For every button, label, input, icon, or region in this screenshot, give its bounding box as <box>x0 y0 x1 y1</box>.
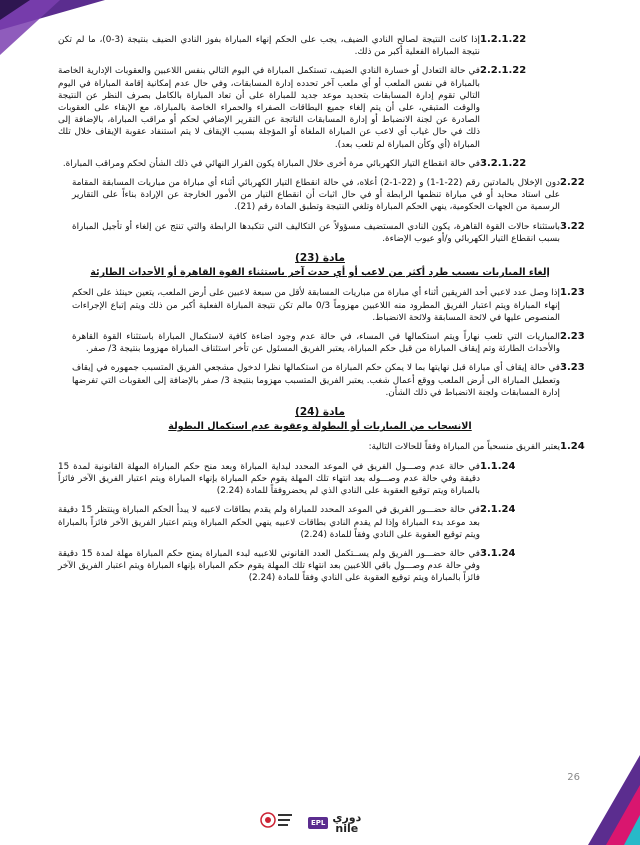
clause-text: إذا كانت النتيجة لصالح النادي الضيف، يجب على الحكم إنهاء المباراة بفوز النادي الضيف بنتيجة (3-0)، ما لم تكن نتيجة المباراة الفعلية أكبر من ذلك. <box>58 35 480 58</box>
clause-number: 1.23 <box>560 287 585 299</box>
clause-text: يعتبر الفريق منسحباً من المباراة وفقاً للحالات التالية: <box>368 442 560 453</box>
clause-item <box>40 362 600 399</box>
clause-number: 2.22 <box>560 177 585 189</box>
footer-logos <box>258 808 361 838</box>
clause-number: 1.2.1.22 <box>480 34 527 45</box>
clause-item <box>40 34 600 58</box>
clause-item <box>40 548 600 585</box>
clause-text: في حالة انقطاع التيار الكهربائي مرة أخرى خلال المباراة يكون القرار النهائي في ذلك الشأن لحكم ومراقب المباراة. <box>62 158 480 169</box>
page-number: 26 <box>567 772 580 783</box>
clause-text: إذا وصل عدد لاعبي أحد الفريقين أثناء أي مباراة من مباريات المسابقة لأقل من سبعة لاعبين على أرض الملعب، يتعين حينئذ على الحكم إنهاء المباراة ويتم اعتبار الفريق المطرود منه اللاعبين مهزوماً 0/3 مالم تكن نتيجة المباراة الفعلية أكبر من ذلك ويتم إتباع الإجراءات المنصوص عليها في لائحة المسابقة ولائحة الانضباط. <box>72 288 560 323</box>
clause-number: 1.24 <box>560 441 585 453</box>
clause-item <box>40 221 600 245</box>
document-body <box>40 34 600 592</box>
clause-item <box>40 177 600 214</box>
clause-number: 2.23 <box>560 331 585 343</box>
clause-text: المباريات التي تلعب نهاراً ويتم استكمالها في المساء، في حالة عدم وجود اضاءة كافية لاستكمال المباراة باستثناء القوة القاهرة والأحداث الطارئة وتم إيقاف المباراة من قبل حكم المباراة، يعتبر الفريق المسئول عن تأخر استئناف المباراة مهزوما بنتيجة 3/ صفر. <box>72 332 560 355</box>
league-logo-text: دوري <box>332 811 362 824</box>
clause-text: في حالة عدم وصـــول الفريق في الموعد المحدد لبداية المباراة وبعد منح حكم المباراة المهلة القانونية لمدة 15 دقيقة وفي حالة عدم وصـــوله بعد انتهاء تلك المهلة يقوم حكم المباراة بإنهاء المباراة ويتم اعتبار الفريق الآخر فائزاً بالمباراة ويتم توقيع العقوبة على النادي الذي لم يحضروفقاً للمادة (2.24) <box>58 461 480 497</box>
football-association-logo <box>258 808 294 838</box>
clause-number: 2.1.24 <box>480 504 516 516</box>
clause-text: باستثناء حالات القوة القاهرة، يكون النادي المستضيف مسؤولاً عن التكاليف التي تتكبدها الرابطة والتي تنتج عن إلغاء أو تأجيل المباراة بسبب انقطاع التيار الكهربائي و/أو عيوب الإضاءة. <box>72 221 560 244</box>
clause-text: في حالة حضـــور الفريق في الموعد المحدد للمباراة ولم يقدم بطاقات لاعبيه لا يبدأ الحكم المباراة وينتظر 15 دقيقة بعد موعد بدء المباراة وإذا لم يقدم النادي بطاقات لاعبيه ينهي الحكم المباراة ويتم اعتبار الفريق الآخر فائزاً بالمباراة ويتم توقيع العقوبة على النادي وفقاً للمادة (2.24) <box>58 505 480 540</box>
clause-text: دون الإخلال بالمادتين رقم (22-1-1) و (22-1-2) أعلاه، في حالة انقطاع التيار الكهربائي أثناء أي مباراة من مباريات المسابقة المقامة على استاد محايد أو في مباراة تنظمها الرابطة أو في حال اثبات أن انقطاع التيار من الأمور الخارجة عن الإرادة بناءاً على التقارير الرسمية من الجهات الحكومية، ينهي الحكم المباراة وتلغي النتيجة وتطبق المادة رقم (21). <box>72 178 560 213</box>
clause-text: في حالة إيقاف أي مباراة قبل نهايتها بما لا يمكن حكم المباراة من استكمالها نظرا لدخول مشجعي الفريق المتسبب جمهوره في إيقاف وتعطيل المباراة الى أرض الملعب ووقع أعمال شغب. يعتبر الفريق المتسبب مهزوما بنتيجة 3/ صفر بالإضافة إلى العقوبات التي تفرضها إدارة المسابقات ولجنة الانضباط في ذلك الشأن. <box>72 363 560 398</box>
clause-text: في حالة التعادل أو خسارة النادي الضيف، تستكمل المباراة في اليوم التالي بنفس اللاعبين والعقوبات الإدارية الخاصة بالمباراة في نفس الملعب أو أي ملعب آخر تحدده إدارة المسابقات، وفي حال عدم إمكانية إقامة المباراة في اليوم التالي تقوم إدارة المسابقات بتحديد موعد جديد للمباراة على أن تعاد المباراة بالكامل بصرف النظر عن النتيجة والوقت المتبقي، على أن يتم إلغاء جميع البطاقات الصفراء والحمراء الخاصة بالمباراة، مع الإبقاء على العقوبات الصادرة عن لجنة الانضباط أو إدارة المسابقات الناتجة عن التقرير الإضافي لحكم أو مراقب المباراة، بالإضافة إلى ذلك في حال غياب أي لاعب عن المباراة الملغاة أو المؤجلة بسبب الإيقاف لا يتم استنفاد عقوبة الإيقاف خلال تلك المباراة (أي وكأن المباراة لم تلعب بعد). <box>58 66 480 150</box>
clause-item <box>40 504 600 541</box>
clause-item <box>40 461 600 498</box>
clause-item <box>40 287 600 324</box>
clause-number: 2.2.1.22 <box>480 65 527 77</box>
section-heading: الانسحاب من المباريات أو البطولة وعقوبة عدم استكمال البطولة <box>168 421 472 433</box>
league-logo <box>308 812 361 834</box>
section-heading: إلغاء المباريات بسبب طرد أكثر من لاعب أو أي حدث آخر باستثناء القوة القاهرة أو الأحداث الطارئة <box>90 267 550 279</box>
clause-number: 3.23 <box>560 362 585 374</box>
clause-number: 3.1.24 <box>480 547 516 559</box>
epl-badge: EPL <box>308 817 328 829</box>
sponsor-logo-text: nile <box>335 822 359 835</box>
corner-decoration-bottom-right <box>578 755 640 845</box>
clause-item <box>40 65 600 150</box>
clause-number: 3.2.1.22 <box>480 157 527 169</box>
clause-item <box>40 441 600 453</box>
clause-number: 1.1.24 <box>480 460 516 472</box>
clause-item <box>40 158 600 170</box>
article-title: مادة (23) <box>295 252 345 265</box>
clause-item <box>40 331 600 355</box>
clause-number: 3.22 <box>560 220 585 232</box>
article-title: مادة (24) <box>295 406 345 419</box>
clause-text: في حالة حضـــور الفريق ولم يســتكمل العدد القانوني للاعبيه لبدء المباراة يمنح حكم المباراة مهلة لمدة 15 دقيقة وفي حالة عدم وصـــول باقي اللاعبين بعد انتهاء تلك المهلة يقوم حكم المباراة بإنهاء المباراة ويتم اعتبار الفريق الآخر فائزاً بالمباراة ويتم توقيع العقوبة على النادي وفقاً للمادة (2.24) <box>58 548 480 584</box>
